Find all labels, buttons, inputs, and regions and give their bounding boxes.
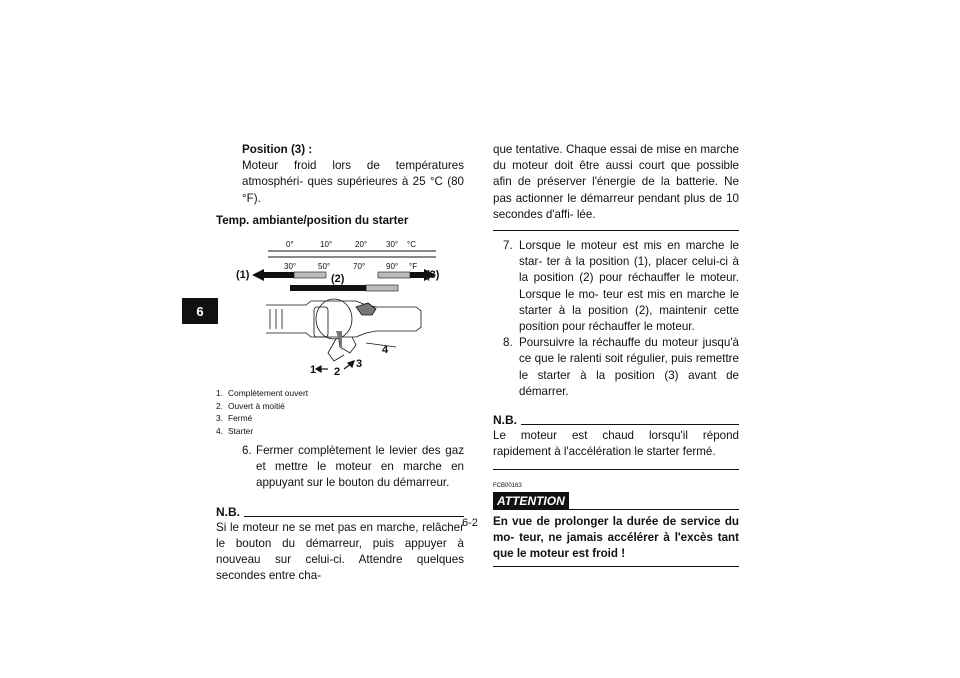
nb-label: N.B. <box>216 504 240 519</box>
nb-label: N.B. <box>493 413 517 428</box>
fahrenheit-tick-2: 70° <box>353 262 366 272</box>
chapter-tab: 6 <box>182 298 218 324</box>
divider <box>493 469 739 470</box>
step-6: 6. Fermer complètement le levier des gaz et mettre le moteur en marche en appuyant sur le bouton du démarreur. <box>242 444 464 490</box>
nb-rule <box>244 516 464 517</box>
number-2: 2 <box>334 366 341 379</box>
position-label: Position (3) : <box>242 143 313 156</box>
fahrenheit-tick-1: 50° <box>318 262 331 272</box>
position-description: Moteur froid lors de températures atmosphéri- ques supérieures à 25 °C (80 °F). <box>242 159 464 205</box>
nb-text: Si le moteur ne se met pas en marche, relâcher le bouton du démarreur, puis appuyer à nouveau sur celui-ci. Attendre quelques secondes entre cha- <box>216 520 464 583</box>
attention-badge: ATTENTION <box>493 492 569 510</box>
nb-rule <box>521 424 739 425</box>
reference-code: FCB00163 <box>493 482 522 489</box>
celsius-tick-2: 20° <box>355 240 368 250</box>
temp-heading: Temp. ambiante/position du starter <box>216 213 409 227</box>
step-7: 7. Lorsque le moteur est mis en marche le star- ter à la position (1), placer celui-ci à la position (2) pour réchauffer le moteur. Lorsque le mo- teur est mis en marche le starter à la position (2), maintenir cette position pour réchauffer le moteur. <box>503 239 739 334</box>
callout-3: (3) <box>426 269 440 282</box>
divider <box>493 566 739 567</box>
attention-text: En vue de prolonger la durée de service du mo- teur, ne jamais accélérer à l'excès tant que le moteur est froid ! <box>493 514 739 561</box>
celsius-tick-0: 0° <box>286 240 294 250</box>
number-4: 4 <box>382 344 389 357</box>
handlebar-drawing <box>266 299 421 361</box>
fahrenheit-unit: °F <box>409 262 418 272</box>
legend-item: 1. Complètement ouvert <box>216 388 309 399</box>
legend-item: 4. Starter <box>216 425 254 436</box>
celsius-unit: °C <box>407 240 416 250</box>
divider <box>493 230 739 231</box>
nb-header <box>493 412 739 428</box>
figure-legend <box>216 387 464 437</box>
attention-header <box>493 492 739 510</box>
number-3: 3 <box>356 358 363 371</box>
callout-2: (2) <box>331 273 345 286</box>
attention-rule <box>569 509 739 510</box>
position-2-bar <box>290 285 398 291</box>
fahrenheit-tick-3: 90° <box>386 262 399 272</box>
celsius-tick-3: 30° <box>386 240 399 250</box>
nb-text: Le moteur est chaud lorsqu'il répond rapidement à l'accélération le starter fermé. <box>493 429 739 459</box>
number-1: 1 <box>310 364 317 377</box>
continued-text: que tentative. Chaque essai de mise en marche du moteur doit être aussi court que possible afin de préserver l'énergie de la batterie. Ne pas actionner le démarreur pendant plus de 10 secondes d'affi- lée. <box>493 143 739 221</box>
right-column <box>493 142 739 574</box>
nb-header <box>216 504 464 520</box>
step-8: 8. Poursuivre la réchauffe du moteur jusqu'à ce que le ralenti soit régulier, puis remettre le starter à la position (3) avant de démarrer. <box>503 336 739 398</box>
legend-item: 3. Fermé <box>216 413 253 424</box>
legend-item: 2. Ouvert à moitié <box>216 400 285 411</box>
fahrenheit-tick-0: 30° <box>284 262 297 272</box>
choke-diagram <box>216 235 464 383</box>
callout-1: (1) <box>236 269 250 282</box>
choke-diagram-illustration <box>216 235 464 383</box>
left-column <box>216 142 464 585</box>
page-number: 6-2 <box>462 517 478 529</box>
celsius-tick-1: 10° <box>320 240 333 250</box>
